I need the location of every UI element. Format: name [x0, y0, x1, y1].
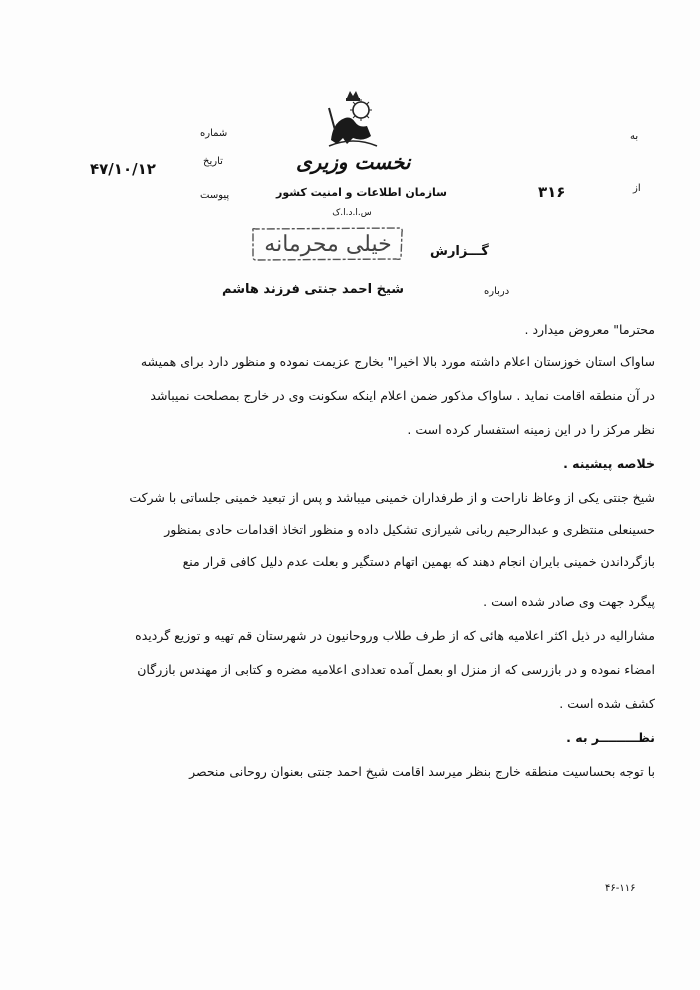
classification-stamp: خیلی محرمانه [264, 232, 392, 257]
report-title: گـــزارش [430, 244, 489, 259]
body-line: مشارالیه در ذیل اکثر اعلامیه هائی که از طرف طلاب وروحانیون در شهرستان قم تهیه و توزیع گردیده [135, 628, 655, 643]
attachment-label: پیوست [200, 190, 230, 201]
report-number: ۳۱۶ [538, 183, 566, 201]
body-line-salutation: محترما" معروض میدارد . [524, 322, 655, 337]
body-line: شیخ جنتی یکی از وعاظ ناراحت و از طرفداران خمینی میباشد و پس از تبعید خمینی جلساتی با شرکت [129, 490, 655, 505]
department-code: س.ا.د.ا.ک [332, 208, 372, 218]
organization-title: نخست وزیری [296, 150, 411, 174]
date-label: تاریخ [203, 156, 223, 167]
page-code: ۴۶-۱۱۶ [605, 883, 636, 894]
body-line: در آن منطقه اقامت نماید . ساواک مذکور ضمن اعلام اینکه سکونت وی در خارج بمصلحت نمیباشد [150, 388, 655, 403]
body-line: پیگرد جهت وی صادر شده است . [483, 594, 655, 609]
to-label: به [630, 131, 639, 142]
body-line: حسینعلی منتظری و عبدالرحیم ربانی شیرازی تشکیل داده و منظور اتخاذ اقدامات حادی بمنظور [164, 522, 655, 537]
body-line: کشف شده است . [559, 696, 655, 711]
body-line: با توجه بحساسیت منطقه خارج بنظر میرسد اقامت شیخ احمد جنتی بعنوان روحانی منحصر [189, 764, 655, 779]
body-line: امضاء نموده و در بازرسی که از منزل او بعمل آمده تعدادی اعلامیه مضره و کتابی از مهندس بازرگان [137, 662, 655, 677]
subject-label: درباره [484, 286, 510, 297]
body-line: ساواک استان خوزستان اعلام داشته مورد بالا اخیرا" بخارج عزیمت نموده و منظور دارد برای همیشه [140, 354, 655, 369]
lion-and-sun-emblem-icon [325, 88, 381, 150]
from-label: از [633, 183, 641, 194]
document-date: ۴۷/۱۰/۱۲ [90, 160, 156, 178]
section-heading-background: خلاصه پیشینه . [563, 456, 655, 471]
section-heading-opinion: نظـــــــــر به . [566, 730, 655, 745]
organization-subtitle: سازمان اطلاعات و امنیت کشور [276, 186, 447, 199]
body-line: نظر مرکز را در این زمینه استفسار کرده است . [407, 422, 655, 437]
subject-value: شیخ احمد جنتی فرزند هاشم [222, 282, 405, 297]
body-line: بازگرداندن خمینی بایران انجام دهند که بهمین اتهام دستگیر و بعلت عدم دلیل کافی قرار منع [182, 554, 655, 569]
number-label: شماره [200, 128, 228, 139]
